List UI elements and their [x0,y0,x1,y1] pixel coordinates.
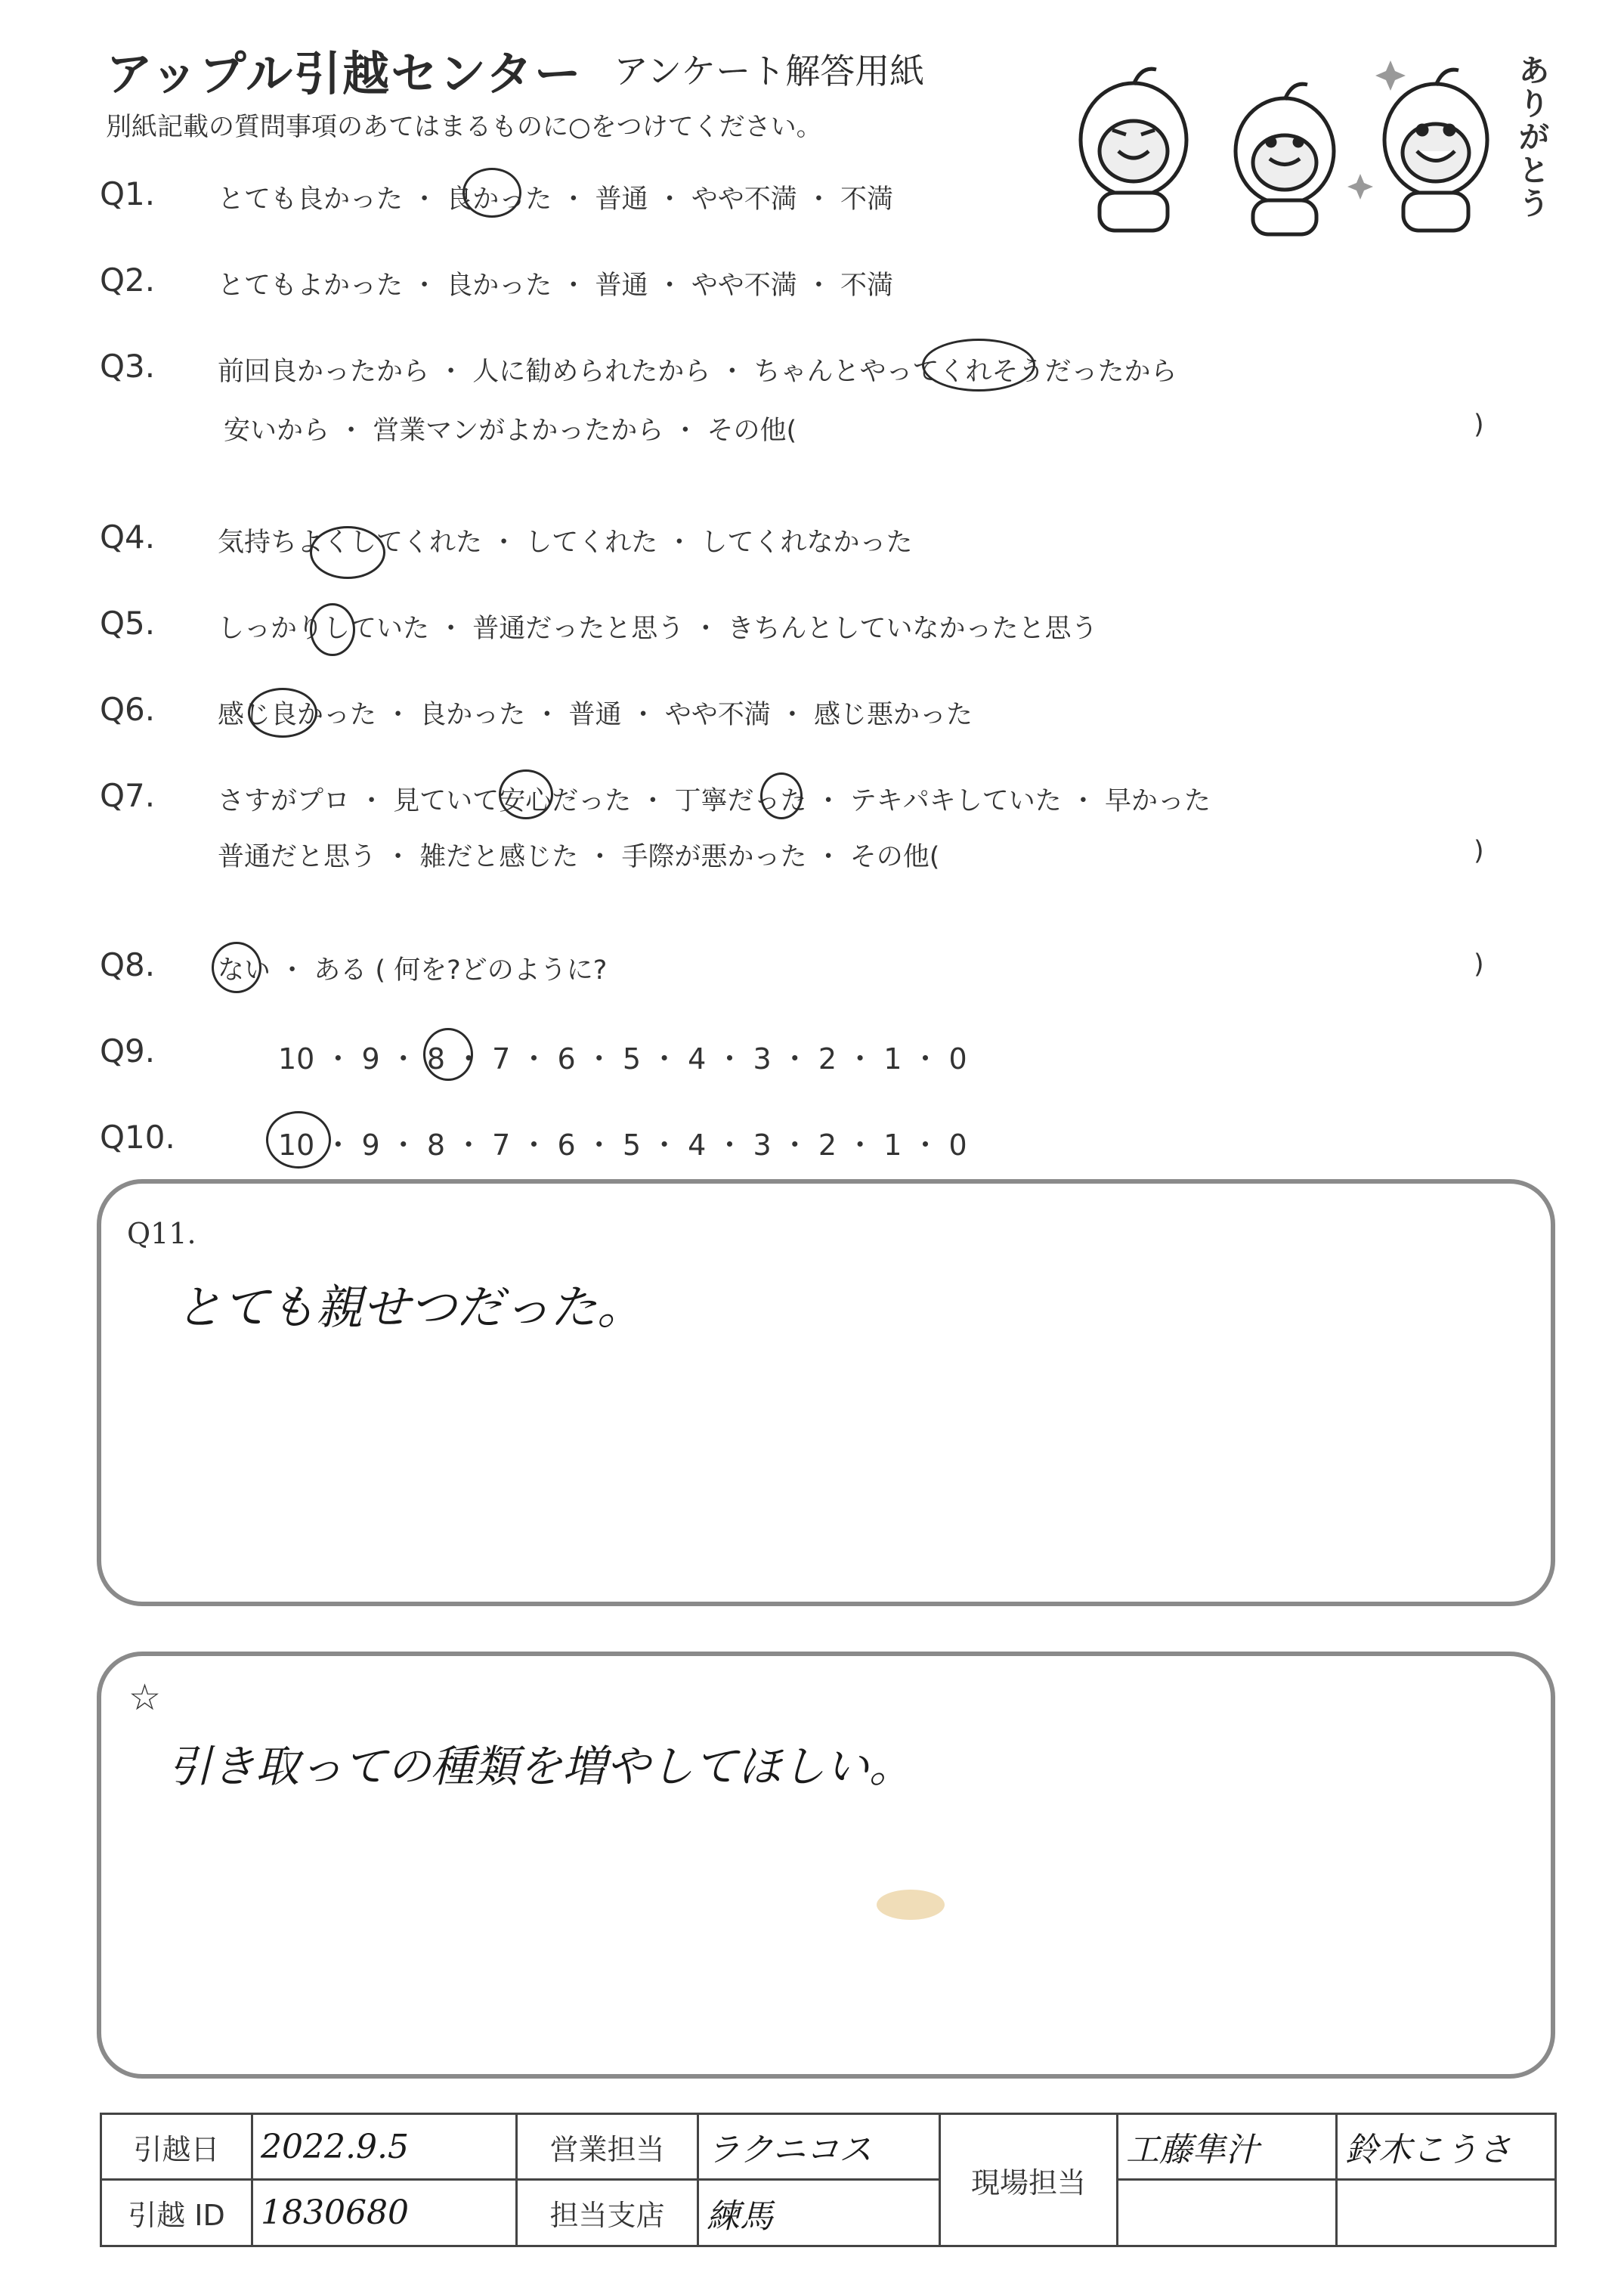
answer-circle-q8 [212,942,261,993]
free-comment-text: 引き取っての種類を増やしてほしい。 [168,1741,914,1792]
move-info-table [100,2113,1557,2247]
q9-label: Q9. [100,1032,156,1070]
answer-circle-q7b [760,772,803,819]
q6-options: 感じ良かった ・ 良かった ・ 普通 ・ やや不満 ・ 感じ悪かった [218,700,973,730]
answer-circle-q4 [310,526,385,579]
q11-comment-box [97,1179,1555,1606]
branch-label: 担当支店 [517,2180,698,2246]
site-staff-3-empty [1118,2180,1337,2246]
q2-label: Q2. [100,262,156,299]
q1-label: Q1. [100,175,156,212]
q7-close-paren: ) [1474,836,1484,866]
answer-circle-q6 [248,688,317,738]
paper-stain [877,1890,945,1920]
instruction-text: 別紙記載の質問事項のあてはまるものに○をつけてください。 [106,112,822,142]
answer-circle-q3 [922,339,1035,392]
star-label: ☆ [128,1676,162,1719]
q4-options: 気持ちよくしてくれた ・ してくれた ・ してくれなかった [218,528,913,558]
branch-value: 練馬 [698,2180,940,2246]
site-staff-4-empty [1337,2180,1556,2246]
q3-options-line1: 前回良かったから ・ 人に勧められたから ・ ちゃんとやってくれそうだったから [218,357,1177,387]
answer-circle-q10 [266,1111,331,1169]
q10-label: Q10. [100,1119,175,1156]
site-staff-label: 現場担当 [940,2114,1118,2246]
mascot-thanks-text: ありがとう [1519,54,1549,221]
q11-label: Q11. [127,1217,196,1250]
q3-close-paren: ) [1474,410,1484,440]
free-comment-box [97,1652,1555,2079]
answer-circle-q1 [462,168,521,218]
answer-circle-q7a [499,769,553,819]
q8-close-paren: ) [1474,949,1484,980]
q11-answer-text: とても親せつだった。 [175,1280,645,1335]
site-staff-2: 鈴木こうさ [1337,2114,1556,2180]
sales-value: ラクニコス [698,2114,940,2180]
q7-label: Q7. [100,777,156,814]
move-date-value: 2022.9.5 [252,2114,517,2180]
move-id-label: 引越 ID [101,2180,252,2246]
mascot-illustration [1028,45,1557,242]
q6-label: Q6. [100,691,156,728]
site-staff-1: 工藤隼汁 [1118,2114,1337,2180]
q3-options-line2: 安いから ・ 営業マンがよかったから ・ その他( [224,416,797,446]
sales-label: 営業担当 [517,2114,698,2180]
move-date-label: 引越日 [101,2114,252,2180]
q5-label: Q5. [100,605,156,642]
q4-label: Q4. [100,519,156,556]
q7-options-line2: 普通だと思う ・ 雑だと感じた ・ 手際が悪かった ・ その他( [218,842,940,872]
q8-label: Q8. [100,946,156,983]
q8-options: ない ・ ある ( 何を?どのように? [218,955,608,986]
move-id-value: 1830680 [252,2180,517,2246]
q5-options: しっかりしていた ・ 普通だったと思う ・ きちんとしていなかったと思う [218,614,1098,644]
company-title: アップル引越センター [106,46,583,101]
answer-circle-q5 [310,603,355,656]
q1-options: とても良かった ・ 良かった ・ 普通 ・ やや不満 ・ 不満 [218,184,894,215]
q7-options-line1: さすがプロ ・ 見ていて安心だった ・ 丁寧だった ・ テキパキしていた ・ 早かった [218,786,1211,816]
form-subtitle: アンケート解答用紙 [614,51,925,91]
q10-scale: 10 ・ 9 ・ 8 ・ 7 ・ 6 ・ 5 ・ 4 ・ 3 ・ 2 ・ 1 ・ 0 [278,1128,967,1162]
q2-options: とてもよかった ・ 良かった ・ 普通 ・ やや不満 ・ 不満 [218,271,894,301]
q9-scale: 10 ・ 9 ・ 8 ・ 7 ・ 6 ・ 5 ・ 4 ・ 3 ・ 2 ・ 1 ・ 0 [278,1042,967,1076]
q3-label: Q3. [100,348,156,385]
answer-circle-q9 [423,1028,473,1081]
